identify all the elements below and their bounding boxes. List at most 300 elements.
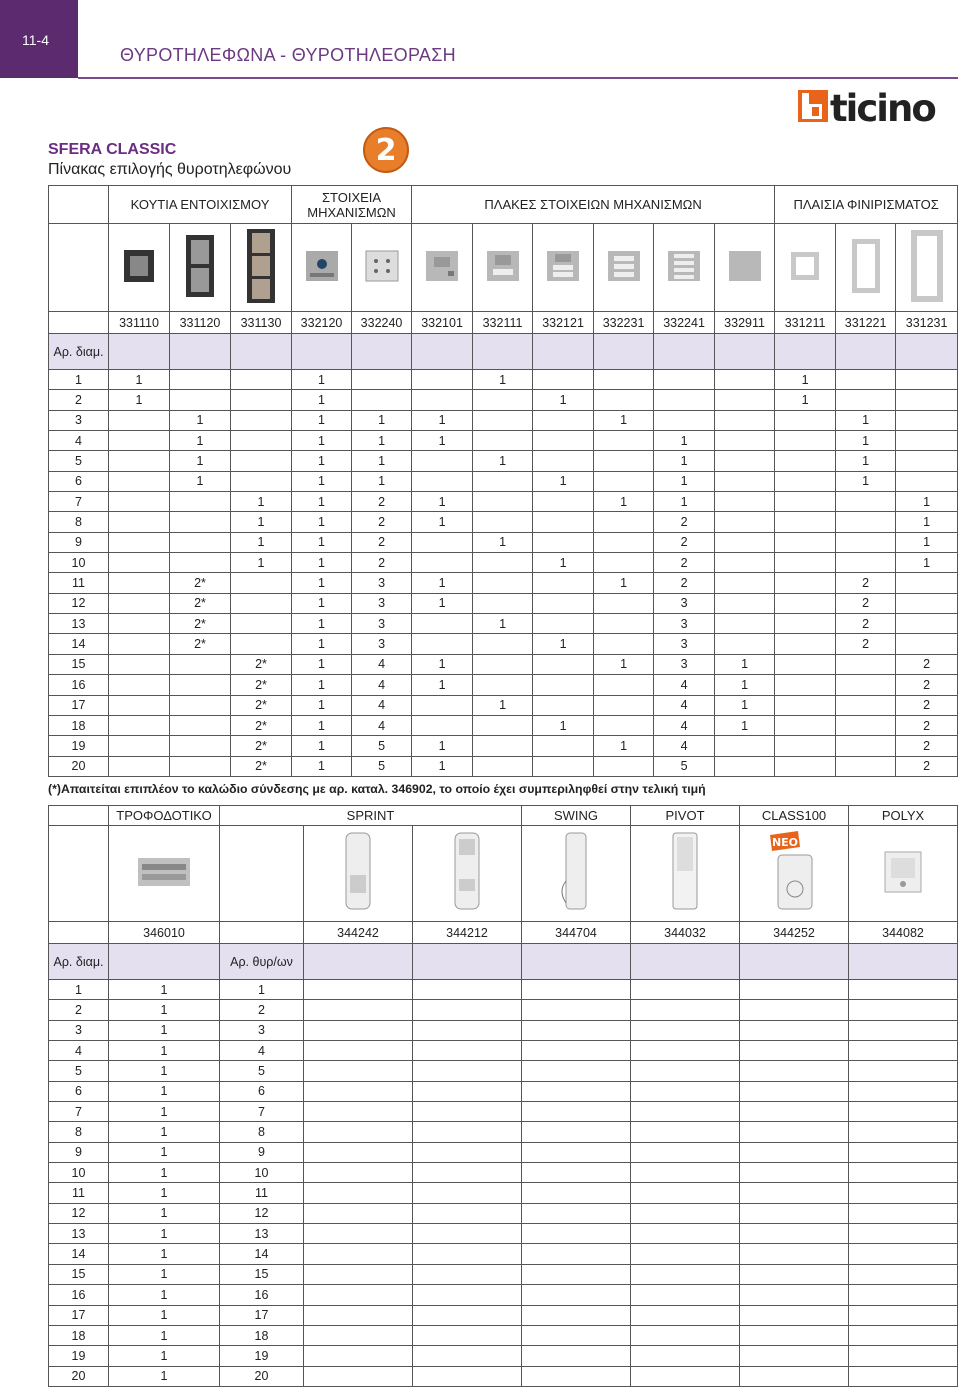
quantity-cell — [304, 1000, 413, 1020]
quantity-cell: 2 — [836, 634, 896, 654]
quantity-cell: 2 — [654, 573, 715, 593]
quantity-cell — [473, 512, 533, 532]
quantity-cell — [740, 1041, 849, 1061]
quantity-cell — [413, 1163, 522, 1183]
quantity-cell — [775, 634, 836, 654]
quantity-cell: 2* — [231, 695, 292, 715]
row-number-cell: 11 — [49, 573, 109, 593]
quantity-cell — [522, 1224, 631, 1244]
quantity-cell — [849, 1020, 958, 1040]
row-number-cell: 15 — [49, 654, 109, 674]
door-count-cell: 6 — [220, 1081, 304, 1101]
quantity-cell: 3 — [352, 573, 412, 593]
quantity-cell — [715, 532, 775, 552]
row-number-cell: 19 — [49, 736, 109, 756]
row-number-cell: 18 — [49, 715, 109, 735]
quantity-cell — [109, 512, 170, 532]
row-number-cell: 8 — [49, 512, 109, 532]
row-number-cell: 16 — [49, 1285, 109, 1305]
row-number-cell: 20 — [49, 756, 109, 776]
quantity-cell — [413, 1142, 522, 1162]
quantity-cell — [775, 675, 836, 695]
door-count-cell: 15 — [220, 1264, 304, 1284]
quantity-cell — [740, 1020, 849, 1040]
quantity-cell: 1 — [594, 492, 654, 512]
quantity-cell: 1 — [775, 370, 836, 390]
quantity-cell — [522, 1183, 631, 1203]
row-label-diam: Αρ. διαμ. — [49, 334, 109, 370]
quantity-cell — [849, 980, 958, 1000]
quantity-cell — [412, 471, 473, 491]
quantity-cell — [715, 756, 775, 776]
quantity-cell — [715, 593, 775, 613]
row-number-cell: 2 — [49, 390, 109, 410]
table-row — [49, 695, 958, 715]
quantity-cell — [849, 1264, 958, 1284]
column-label-doors: Αρ. θυρ/ων — [220, 944, 304, 980]
quantity-cell — [412, 370, 473, 390]
quantity-cell — [740, 1244, 849, 1264]
door-count-cell: 2 — [220, 1000, 304, 1020]
product-image-332120 — [292, 224, 352, 312]
table-row — [49, 1366, 958, 1386]
quantity-cell: 1 — [473, 695, 533, 715]
power-supply-qty-cell: 1 — [109, 1366, 220, 1386]
quantity-cell: 1 — [473, 370, 533, 390]
quantity-cell: 1 — [715, 654, 775, 674]
quantity-cell — [231, 451, 292, 471]
table-row — [49, 1346, 958, 1366]
quantity-cell — [304, 1020, 413, 1040]
product-image-344704 — [522, 826, 631, 922]
quantity-cell — [412, 634, 473, 654]
quantity-cell — [109, 695, 170, 715]
row-number-cell: 17 — [49, 1305, 109, 1325]
product-image-332121 — [533, 224, 594, 312]
quantity-cell: 1 — [292, 675, 352, 695]
table-row — [49, 1020, 958, 1040]
quantity-cell — [849, 1325, 958, 1345]
quantity-cell: 1 — [412, 654, 473, 674]
quantity-cell: 1 — [170, 410, 231, 430]
quantity-cell — [109, 553, 170, 573]
quantity-cell: 1 — [231, 532, 292, 552]
quantity-cell: 3 — [654, 593, 715, 613]
quantity-cell — [896, 471, 958, 491]
quantity-cell — [836, 715, 896, 735]
quantity-cell — [231, 390, 292, 410]
power-supply-qty-cell: 1 — [109, 1346, 220, 1366]
code-332911: 332911 — [715, 312, 775, 334]
quantity-cell — [594, 553, 654, 573]
quantity-cell — [533, 654, 594, 674]
quantity-cell: 1 — [412, 410, 473, 430]
quantity-cell — [594, 695, 654, 715]
code-331231: 331231 — [896, 312, 958, 334]
quantity-cell — [740, 1000, 849, 1020]
power-supply-qty-cell: 1 — [109, 1061, 220, 1081]
quantity-cell — [533, 573, 594, 593]
quantity-cell — [715, 471, 775, 491]
quantity-cell — [715, 512, 775, 532]
group-header-mechanisms: ΣΤΟΙΧΕΙΑ ΜΗΧΑΝΙΣΜΩΝ — [292, 186, 412, 224]
quantity-cell — [522, 1122, 631, 1142]
quantity-cell: 1 — [654, 492, 715, 512]
quantity-cell — [715, 370, 775, 390]
row-number-cell: 13 — [49, 614, 109, 634]
code-331221: 331221 — [836, 312, 896, 334]
power-supply-qty-cell: 1 — [109, 1183, 220, 1203]
code-331110: 331110 — [109, 312, 170, 334]
quantity-cell — [473, 553, 533, 573]
product-image-331120 — [170, 224, 231, 312]
quantity-cell: 1 — [836, 431, 896, 451]
product-image-344032 — [631, 826, 740, 922]
row-number-cell: 2 — [49, 1000, 109, 1020]
door-count-cell: 10 — [220, 1163, 304, 1183]
table-row — [49, 715, 958, 735]
quantity-cell — [109, 573, 170, 593]
quantity-cell — [522, 1102, 631, 1122]
quantity-cell — [522, 1061, 631, 1081]
quantity-cell — [631, 1264, 740, 1284]
quantity-cell: 1 — [533, 715, 594, 735]
quantity-cell — [304, 1102, 413, 1122]
quantity-cell — [836, 532, 896, 552]
quantity-cell — [231, 431, 292, 451]
product-image-331231 — [896, 224, 958, 312]
code-344212: 344212 — [413, 922, 522, 944]
power-supply-qty-cell: 1 — [109, 1224, 220, 1244]
quantity-cell: 2 — [836, 593, 896, 613]
quantity-cell: 2 — [896, 695, 958, 715]
quantity-cell: 2 — [654, 512, 715, 532]
code-344032: 344032 — [631, 922, 740, 944]
quantity-cell — [109, 634, 170, 654]
quantity-cell: 2 — [896, 675, 958, 695]
quantity-cell — [775, 410, 836, 430]
quantity-cell: 1 — [473, 614, 533, 634]
quantity-cell — [413, 1285, 522, 1305]
quantity-cell: 1 — [292, 756, 352, 776]
power-supply-qty-cell: 1 — [109, 1122, 220, 1142]
quantity-cell — [533, 695, 594, 715]
quantity-cell — [849, 1285, 958, 1305]
quantity-cell — [740, 1346, 849, 1366]
group-header-class100: CLASS100 — [740, 806, 849, 826]
quantity-cell — [849, 1346, 958, 1366]
quantity-cell — [413, 1102, 522, 1122]
quantity-cell — [412, 715, 473, 735]
quantity-cell: 4 — [352, 695, 412, 715]
product-image-344252 — [740, 826, 849, 922]
quantity-cell — [522, 1346, 631, 1366]
quantity-cell: 2 — [352, 512, 412, 532]
quantity-cell — [631, 980, 740, 1000]
quantity-cell: 1 — [292, 553, 352, 573]
row-number-cell: 16 — [49, 675, 109, 695]
quantity-cell — [740, 980, 849, 1000]
badge-number: 2 — [375, 133, 397, 168]
quantity-cell: 1 — [292, 634, 352, 654]
quantity-cell — [849, 1183, 958, 1203]
product-image-332240 — [352, 224, 412, 312]
product-image-331130 — [231, 224, 292, 312]
group-header-power-supply: ΤΡΟΦΟΔΟΤΙΚΟ — [109, 806, 220, 826]
quantity-cell — [304, 1142, 413, 1162]
quantity-cell: 1 — [231, 512, 292, 532]
quantity-cell: 2 — [896, 756, 958, 776]
product-image-332241 — [654, 224, 715, 312]
door-count-cell: 16 — [220, 1285, 304, 1305]
quantity-cell — [740, 1224, 849, 1244]
door-count-cell: 4 — [220, 1041, 304, 1061]
quantity-cell — [775, 695, 836, 715]
quantity-cell — [304, 1041, 413, 1061]
quantity-cell: 1 — [412, 736, 473, 756]
table-row — [49, 492, 958, 512]
quantity-cell — [631, 1224, 740, 1244]
quantity-cell — [896, 451, 958, 471]
quantity-cell: 1 — [292, 370, 352, 390]
table-row — [49, 1203, 958, 1223]
code-331211: 331211 — [775, 312, 836, 334]
quantity-cell — [170, 532, 231, 552]
quantity-cell — [413, 1305, 522, 1325]
quantity-cell — [594, 614, 654, 634]
quantity-cell — [631, 1061, 740, 1081]
quantity-cell — [631, 1041, 740, 1061]
quantity-cell — [109, 410, 170, 430]
quantity-cell — [849, 1102, 958, 1122]
quantity-cell — [715, 451, 775, 471]
quantity-cell — [533, 410, 594, 430]
quantity-cell — [304, 1183, 413, 1203]
quantity-cell — [654, 410, 715, 430]
quantity-cell: 3 — [654, 614, 715, 634]
quantity-cell — [740, 1142, 849, 1162]
quantity-cell — [715, 431, 775, 451]
quantity-cell — [631, 1203, 740, 1223]
group-header-sprint: SPRINT — [220, 806, 522, 826]
quantity-cell: 1 — [715, 715, 775, 735]
quantity-cell — [304, 1224, 413, 1244]
quantity-cell — [304, 1163, 413, 1183]
row-number-cell: 6 — [49, 1081, 109, 1101]
product-image-331110 — [109, 224, 170, 312]
quantity-cell — [170, 512, 231, 532]
product-image-331221 — [836, 224, 896, 312]
quantity-cell — [775, 573, 836, 593]
footnote: (*)Απαιτείται επιπλέον το καλώδιο σύνδεσης με αρ. καταλ. 346902, το οποίο έχει συμπεριληφθεί στην τελική τιμή — [48, 782, 706, 796]
quantity-cell: 1 — [836, 410, 896, 430]
quantity-cell: 4 — [352, 675, 412, 695]
quantity-cell: 4 — [352, 654, 412, 674]
quantity-cell: 1 — [412, 512, 473, 532]
door-count-cell: 14 — [220, 1244, 304, 1264]
quantity-cell — [533, 532, 594, 552]
table-row — [49, 736, 958, 756]
table-row — [49, 675, 958, 695]
quantity-cell — [740, 1061, 849, 1081]
row-number-cell: 18 — [49, 1325, 109, 1345]
table-row — [49, 390, 958, 410]
quantity-cell — [413, 1224, 522, 1244]
quantity-cell — [631, 1102, 740, 1122]
row-number-cell: 11 — [49, 1183, 109, 1203]
power-supply-qty-cell: 1 — [109, 1102, 220, 1122]
quantity-cell: 1 — [594, 654, 654, 674]
quantity-cell: 2 — [836, 573, 896, 593]
code-332121: 332121 — [533, 312, 594, 334]
quantity-cell — [412, 532, 473, 552]
quantity-cell — [775, 736, 836, 756]
quantity-cell: 4 — [352, 715, 412, 735]
quantity-cell — [170, 654, 231, 674]
quantity-cell — [594, 756, 654, 776]
quantity-cell — [740, 1264, 849, 1284]
quantity-cell: 1 — [412, 593, 473, 613]
product-image-344242 — [304, 826, 413, 922]
table-row — [49, 1285, 958, 1305]
quantity-cell — [896, 614, 958, 634]
table-row — [49, 1224, 958, 1244]
quantity-cell: 2 — [896, 715, 958, 735]
door-count-cell: 19 — [220, 1346, 304, 1366]
table-row — [49, 553, 958, 573]
quantity-cell: 1 — [170, 471, 231, 491]
power-supply-qty-cell: 1 — [109, 1163, 220, 1183]
quantity-cell — [775, 471, 836, 491]
quantity-cell — [533, 614, 594, 634]
power-supply-qty-cell: 1 — [109, 1325, 220, 1345]
row-number-cell: 7 — [49, 492, 109, 512]
table-row — [49, 1325, 958, 1345]
quantity-cell — [304, 1366, 413, 1386]
power-supply-qty-cell: 1 — [109, 980, 220, 1000]
quantity-cell — [109, 431, 170, 451]
quantity-cell: 4 — [654, 736, 715, 756]
quantity-cell — [413, 1061, 522, 1081]
quantity-cell — [775, 654, 836, 674]
quantity-cell — [775, 512, 836, 532]
quantity-cell — [715, 614, 775, 634]
bticino-logo — [798, 88, 958, 124]
quantity-cell — [594, 715, 654, 735]
quantity-cell — [836, 390, 896, 410]
quantity-cell: 1 — [292, 431, 352, 451]
table-row — [49, 1061, 958, 1081]
quantity-cell — [631, 1285, 740, 1305]
quantity-cell — [533, 370, 594, 390]
quantity-cell: 5 — [654, 756, 715, 776]
quantity-cell — [522, 1142, 631, 1162]
quantity-cell — [522, 1203, 631, 1223]
door-count-cell: 1 — [220, 980, 304, 1000]
selection-table-handsets — [48, 805, 958, 1387]
quantity-cell: 1 — [292, 410, 352, 430]
quantity-cell — [740, 1183, 849, 1203]
quantity-cell — [775, 614, 836, 634]
quantity-cell: 1 — [352, 451, 412, 471]
header-divider — [78, 77, 958, 79]
quantity-cell — [170, 715, 231, 735]
quantity-cell: 1 — [109, 370, 170, 390]
quantity-cell: 1 — [533, 471, 594, 491]
quantity-cell — [522, 1244, 631, 1264]
quantity-cell — [231, 593, 292, 613]
quantity-cell — [836, 756, 896, 776]
row-number-cell: 13 — [49, 1224, 109, 1244]
code-344082: 344082 — [849, 922, 958, 944]
quantity-cell — [849, 1244, 958, 1264]
quantity-cell — [412, 614, 473, 634]
table-row — [49, 1244, 958, 1264]
quantity-cell: 1 — [654, 431, 715, 451]
quantity-cell — [849, 1163, 958, 1183]
quantity-cell — [412, 553, 473, 573]
quantity-cell: 3 — [654, 654, 715, 674]
quantity-cell: 2 — [896, 736, 958, 756]
row-number-cell: 4 — [49, 1041, 109, 1061]
row-label-diam-2: Αρ. διαμ. — [49, 944, 109, 980]
row-number-cell: 10 — [49, 553, 109, 573]
quantity-cell — [740, 1203, 849, 1223]
quantity-cell — [740, 1305, 849, 1325]
quantity-cell: 5 — [352, 756, 412, 776]
row-number-cell: 14 — [49, 1244, 109, 1264]
quantity-cell — [109, 654, 170, 674]
product-image-332231 — [594, 224, 654, 312]
table-row — [49, 431, 958, 451]
quantity-cell: 1 — [594, 736, 654, 756]
product-image-344082 — [849, 826, 958, 922]
quantity-cell: 1 — [292, 654, 352, 674]
quantity-cell — [631, 1183, 740, 1203]
quantity-cell — [109, 471, 170, 491]
quantity-cell — [533, 736, 594, 756]
quantity-cell: 1 — [231, 492, 292, 512]
logo-text: ticino — [830, 88, 935, 124]
row-number-cell: 15 — [49, 1264, 109, 1284]
quantity-cell — [715, 736, 775, 756]
table-row — [49, 1142, 958, 1162]
quantity-cell — [413, 1264, 522, 1284]
quantity-cell — [631, 1142, 740, 1162]
quantity-cell — [836, 370, 896, 390]
quantity-cell: 1 — [473, 532, 533, 552]
code-344242: 344242 — [304, 922, 413, 944]
quantity-cell — [849, 1366, 958, 1386]
quantity-cell — [109, 715, 170, 735]
quantity-cell: 1 — [292, 492, 352, 512]
quantity-cell — [836, 512, 896, 532]
quantity-cell: 2* — [170, 593, 231, 613]
quantity-cell — [413, 1000, 522, 1020]
quantity-cell — [896, 370, 958, 390]
section-title: SFERA CLASSIC — [48, 141, 177, 158]
quantity-cell — [849, 1081, 958, 1101]
quantity-cell — [631, 1305, 740, 1325]
table-row — [49, 451, 958, 471]
power-supply-qty-cell: 1 — [109, 1264, 220, 1284]
product-image-332101 — [412, 224, 473, 312]
quantity-cell — [740, 1163, 849, 1183]
quantity-cell — [522, 1366, 631, 1386]
quantity-cell: 2 — [352, 492, 412, 512]
quantity-cell: 1 — [292, 614, 352, 634]
quantity-cell — [170, 675, 231, 695]
